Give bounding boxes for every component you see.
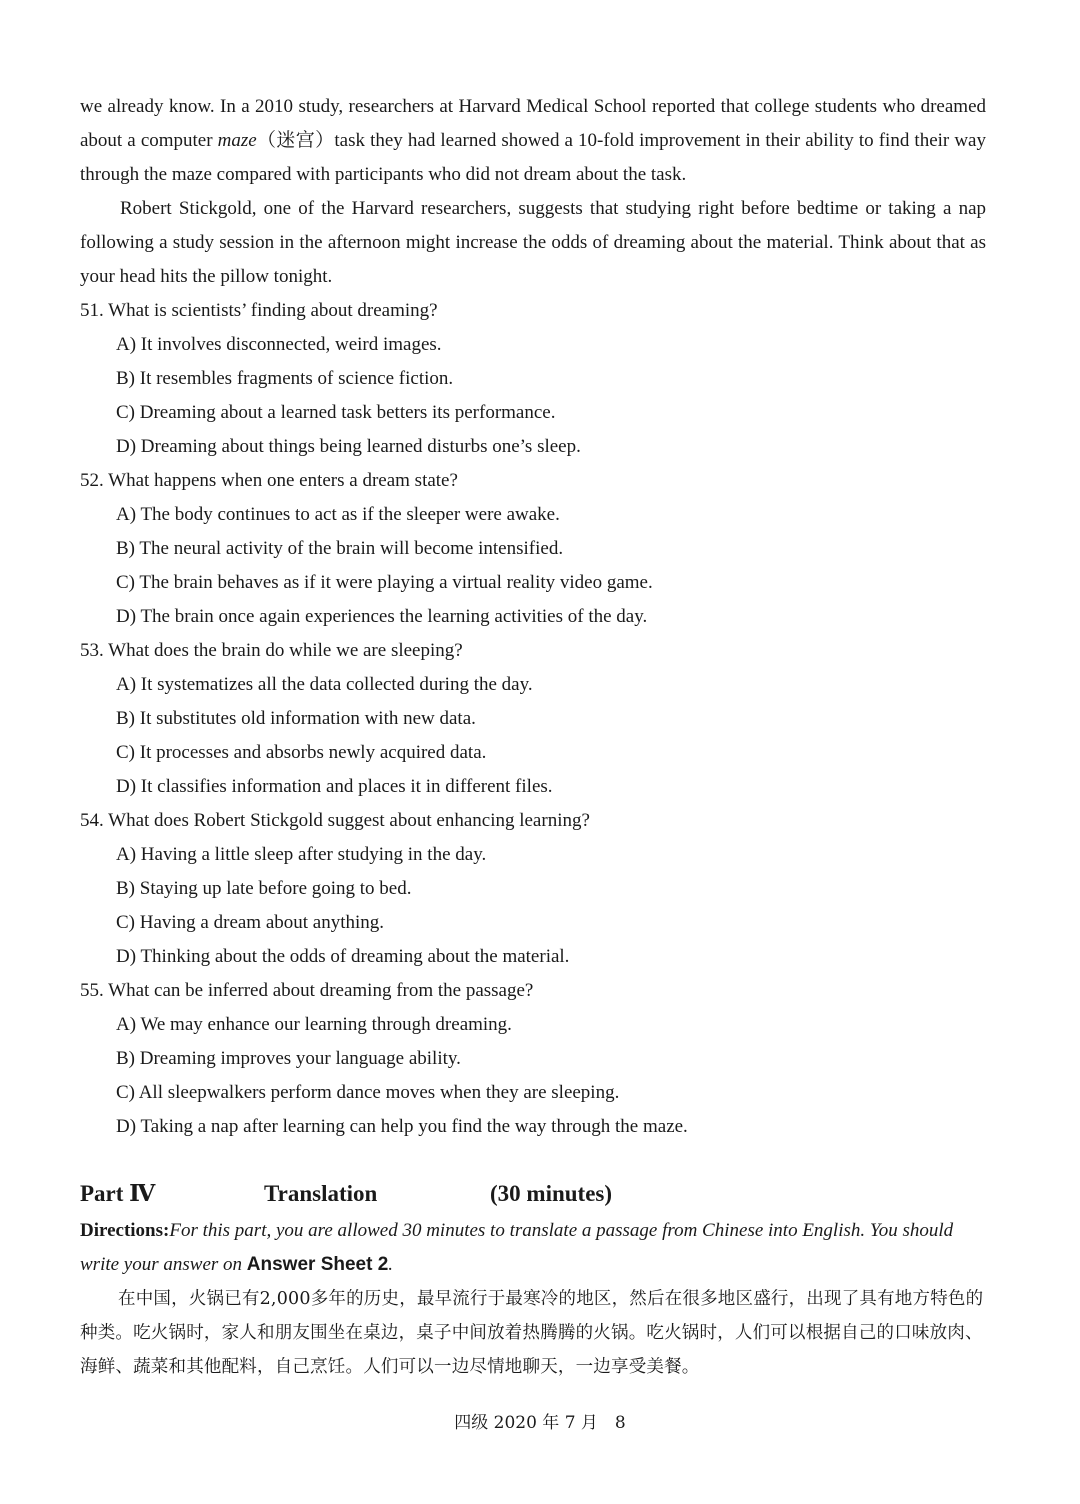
answer-sheet-label: Answer Sheet 2 [246,1254,389,1275]
passage-text: （迷宫）task they had learned showed a 10-fold improvement in their ability to find their way through the maze compared with participants who did not dream about the task. [80,130,986,185]
option-d: D) Taking a nap after learning can help you find the way through the maze. [116,1116,688,1137]
directions-text: For this part, you are allowed 30 minutes to translate a passage from Chinese into English. You should write your answer on [80,1220,954,1275]
question-stem: 52. What happens when one enters a dream state? [80,470,458,491]
directions-label: Directions: [80,1220,170,1241]
question-stem: 53. What does the brain do while we are sleeping? [80,640,463,661]
page-footer: 四级 2020 年 7 月 8 [454,1413,626,1433]
exam-page [80,90,986,1384]
question-stem: 55. What can be inferred about dreaming from the passage? [80,980,534,1001]
passage-paragraph-2: Robert Stickgold, one of the Harvard researchers, suggests that studying right before bedtime or taking a nap following a study session in the afternoon might increase the odds of dreaming about the material. Think about that as your head hits the pillow tonight. [80,198,986,287]
option-a: A) We may enhance our learning through dreaming. [116,1014,512,1035]
option-b: B) It resembles fragments of science fiction. [116,368,454,389]
question-53 [80,634,986,804]
part-title: Translation [264,1181,378,1206]
option-b: B) Dreaming improves your language ability. [116,1048,461,1069]
option-b: B) The neural activity of the brain will become intensified. [116,538,564,559]
directions [80,1214,986,1282]
option-b: B) It substitutes old information with new data. [116,708,476,729]
option-c: C) All sleepwalkers perform dance moves when they are sleeping. [116,1082,620,1103]
option-a: A) Having a little sleep after studying in the day. [116,844,487,865]
option-c: C) Dreaming about a learned task betters its performance. [116,402,556,423]
question-51 [80,294,986,464]
directions-end: . [388,1254,394,1275]
chinese-passage: 在中国，火锅已有2,000多年的历史，最早流行于最寒冷的地区，然后在很多地区盛行，出现了具有地方特色的种类。吃火锅时，家人和朋友围坐在桌边，桌子中间放着热腾腾的火锅。吃火锅时，人们可以根据自己的口味放肉、海鲜、蔬菜和其他配料，自己烹饪。人们可以一边尽情地聊天，一边享受美餐。 [80,1289,984,1377]
question-stem: 51. What is scientists’ finding about dreaming? [80,300,438,321]
option-a: A) It involves disconnected, weird images. [116,334,442,355]
option-d: D) It classifies information and places it in different files. [116,776,553,797]
option-c: C) It processes and absorbs newly acquired data. [116,742,487,763]
question-55 [80,974,986,1144]
part-number: Part Ⅳ [80,1181,156,1206]
option-d: D) The brain once again experiences the learning activities of the day. [116,606,648,627]
option-d: D) Thinking about the odds of dreaming about the material. [116,946,570,967]
option-c: C) The brain behaves as if it were playing a virtual reality video game. [116,572,653,593]
option-c: C) Having a dream about anything. [116,912,385,933]
part-time: (30 minutes) [490,1181,613,1206]
question-52 [80,464,986,634]
option-a: A) The body continues to act as if the sleeper were awake. [116,504,560,525]
option-b: B) Staying up late before going to bed. [116,878,412,899]
question-stem: 54. What does Robert Stickgold suggest about enhancing learning? [80,810,590,831]
italic-term: maze [217,130,257,151]
question-54 [80,804,986,974]
passage-text: we already know. In a 2010 study, researchers at Harvard Medical School reported that college students who dreamed about a computer [80,96,986,151]
passage-paragraph-1 [80,90,986,192]
part-heading [80,1174,986,1214]
option-a: A) It systematizes all the data collected during the day. [116,674,533,695]
option-d: D) Dreaming about things being learned disturbs one’s sleep. [116,436,581,457]
